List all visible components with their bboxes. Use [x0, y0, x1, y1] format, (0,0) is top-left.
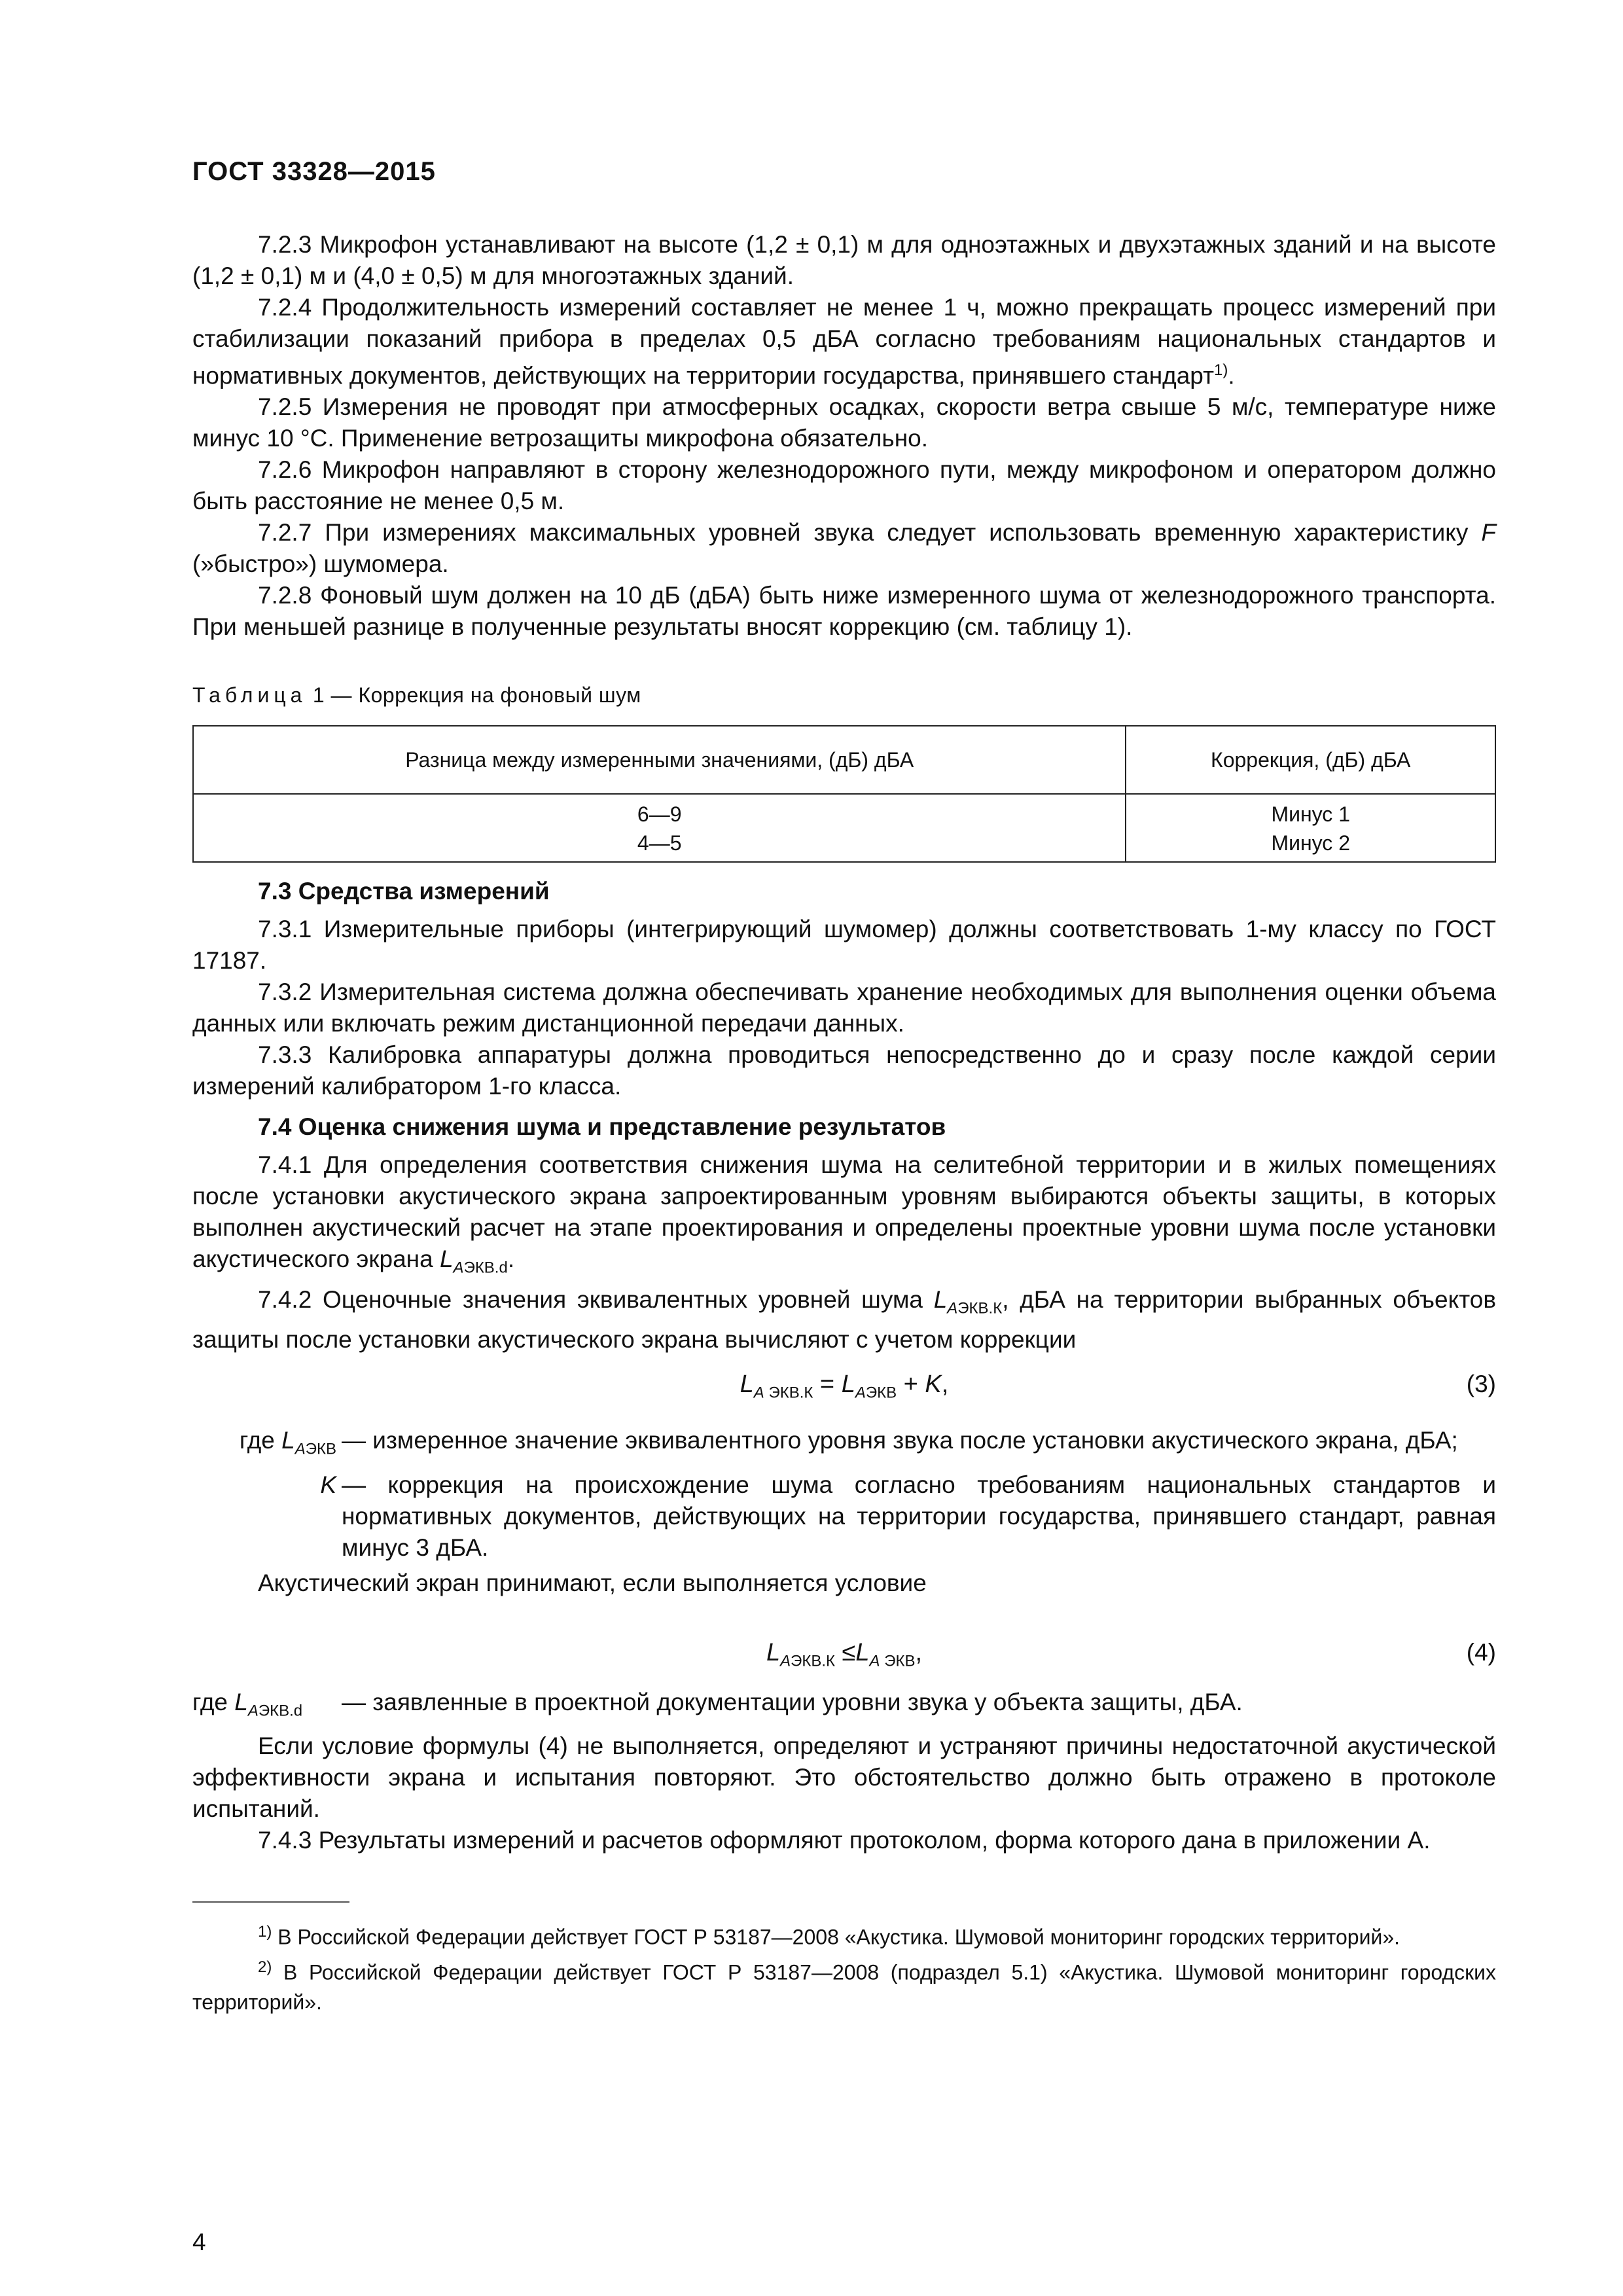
where-definition-l-ekv: где $L_{AЭКВ}$ — измеренное значение эквивалентного уровня звука после установки акустического экрана, дБА;	[239, 1427, 1458, 1458]
paragraph-7-2-7: 7.2.7 При измерениях максимальных уровней звука следует использовать временную характеристику F (»быстро») шумомера.	[192, 519, 1496, 578]
footnote-1: $^{1)}$ В Российской Федерации действует ГОСТ Р 53187—2008 «Акустика. Шумовой мониторинг городских территорий».	[258, 1923, 1400, 1949]
paragraph-7-3-1: 7.3.1 Измерительные приборы (интегрирующий шумомер) должны соответствовать 1-му классу по ГОСТ 17187.	[192, 916, 1496, 975]
paragraph-7-2-6: 7.2.6 Микрофон направляют в сторону железнодорожного пути, между микрофоном и оператором должно быть расстояние не менее 0,5 м.	[192, 456, 1496, 515]
section-heading-7-4: 7.4 Оценка снижения шума и представление результатов	[258, 1113, 946, 1141]
formula-3-number: (3)	[1466, 1371, 1496, 1398]
table-1-caption: Таблица 1 — Коррекция на фоновый шум	[192, 683, 641, 708]
footnote-ref-1: 1)	[1214, 361, 1228, 379]
paragraph-7-4-1: 7.4.1 Для определения соответствия снижения шума на селитебной территории и в жилых помещениях после установки акустического экрана запроектированным уровням выбираются объекты защиты, в которых выполнен акустический расчет на этапе проектирования и определены проектные уровни шума после установки акустического экрана $L_{AЭКВ.d}$.	[192, 1151, 1496, 1277]
formula-3: $L_{A ЭКВ.К} = L_{AЭКВ} + K$, (3)	[192, 1369, 1496, 1408]
paragraph-condition-not-met: Если условие формулы (4) не выполняется, определяют и устраняют причины недостаточной акустической эффективности экрана и испытания повторяют. Это обстоятельство должно быть отражено в протоколе испытаний.	[192, 1732, 1496, 1822]
paragraph-7-4-2: 7.4.2 Оценочные значения эквивалентных уровней шума $L_{AЭКВ.К}$, дБА на территории выбранных объектов защиты после установки акустического экрана вычисляют с учетом коррекции	[192, 1285, 1496, 1354]
where-definition-k: K — коррекция на происхождение шума согласно требованиям национальных стандартов и нормативных документов, действующих на территории государства, принявшего стандарт, равная минус 3 дБА.	[320, 1471, 1496, 1561]
formula-4: $L_{AЭКВ.К} \le L_{A ЭКВ}$, (4)	[192, 1637, 1496, 1676]
section-heading-7-3: 7.3 Средства измерений	[258, 878, 550, 905]
background-noise-correction-table	[192, 725, 1496, 863]
paragraph-7-2-5: 7.2.5 Измерения не проводят при атмосферных осадках, скорости ветра свыше 5 м/с, температуре ниже минус 10 °С. Применение ветрозащиты микрофона обязательно.	[192, 393, 1496, 452]
paragraph-7-2-8: 7.2.8 Фоновый шум должен на 10 дБ (дБА) быть ниже измеренного шума от железнодорожного транспорта. При меньшей разнице в полученные результаты вносят коррекцию (см. таблицу 1).	[192, 582, 1496, 641]
formula-4-number: (4)	[1466, 1638, 1496, 1666]
footnotes	[192, 1901, 1496, 2017]
footnote-separator	[192, 1901, 349, 1903]
table-cell-correction-values: Минус 1 Минус 2	[1126, 794, 1495, 862]
table-header-correction: Коррекция, (дБ) дБА	[1126, 726, 1495, 794]
footnote-2: $^{2)}$ В Российской Федерации действует ГОСТ Р 53187—2008 (подраздел 5.1) «Акустика. Шумовой мониторинг городских территорий».	[192, 1958, 1497, 2015]
paragraph-7-3-2: 7.3.2 Измерительная система должна обеспечивать хранение необходимых для выполнения оценки объема данных или включать режим дистанционной передачи данных.	[192, 978, 1496, 1037]
where-definition-l-ekv-d: где $L_{AЭКВ.d}$ — заявленные в проектной документации уровни звука у объекта защиты, дБА.	[192, 1688, 1243, 1719]
acceptance-condition-text: Акустический экран принимают, если выполняется условие	[258, 1569, 927, 1596]
page-body	[192, 229, 1496, 1856]
document-code-header: ГОСТ 33328—2015	[192, 157, 436, 186]
table-header-difference: Разница между измеренными значениями, (дБ) дБА	[193, 726, 1126, 794]
paragraph-7-2-3: 7.2.3 Микрофон устанавливают на высоте (1,2 ± 0,1) м для одноэтажных и двухэтажных зданий и на высоте (1,2 ± 0,1) м и (4,0 ± 0,5) м для многоэтажных зданий.	[192, 231, 1496, 289]
page-number: 4	[192, 2229, 206, 2255]
paragraph-7-2-4: 7.2.4 Продолжительность измерений составляет не менее 1 ч, можно прекращать процесс измерений при стабилизации показаний прибора в пределах 0,5 дБА согласно требованиям национальных стандартов и нормативных документов, действующих на территории государства, принявшего стандарт$^{1)}$.	[192, 294, 1496, 389]
paragraph-7-4-3: 7.4.3 Результаты измерений и расчетов оформляют протоколом, форма которого дана в приложении А.	[258, 1826, 1431, 1854]
table-cell-difference-values: 6—9 4—5	[193, 794, 1126, 862]
paragraph-7-3-3: 7.3.3 Калибровка аппаратуры должна проводиться непосредственно до и сразу после каждой серии измерений калибратором 1-го класса.	[192, 1041, 1496, 1100]
table-row	[193, 794, 1495, 862]
